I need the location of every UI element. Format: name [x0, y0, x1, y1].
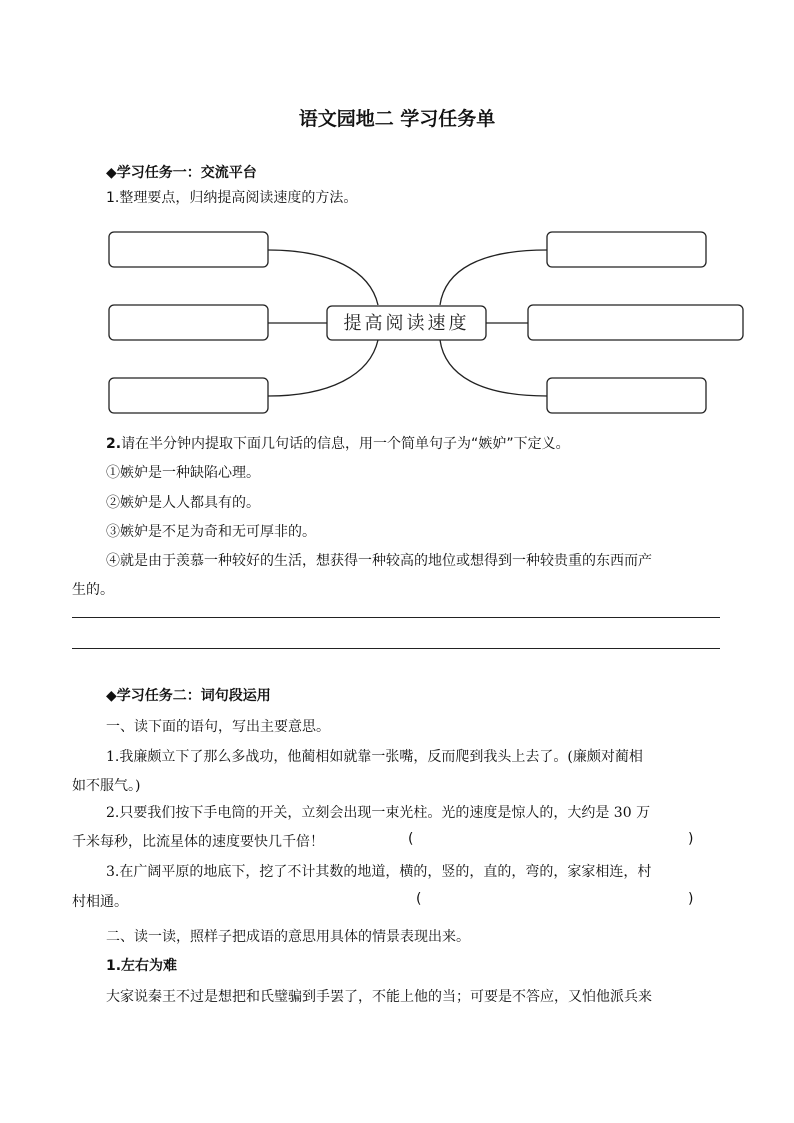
- sentence-3: 3.在广阔平原的地底下，挖了不计其数的地道，横的，竖的，直的，弯的，家家相连，村: [106, 864, 652, 880]
- answer-box-left-3[interactable]: [109, 378, 268, 413]
- idiom-1-text: 大家说秦王不过是想把和氏璧骗到手罢了，不能上他的当；可要是不答应，又怕他派兵来: [106, 989, 652, 1005]
- answer-paren-close: ): [688, 831, 694, 847]
- answer-box-left-1[interactable]: [109, 232, 268, 267]
- answer-paren-open: (: [408, 831, 414, 847]
- task1-heading: ◆学习任务一：交流平台: [106, 165, 257, 181]
- mind-map-connector: [440, 250, 547, 305]
- statement-4: ④就是由于羡慕一种较好的生活，想获得一种较高的地位或想得到一种较贵重的东西而产: [106, 553, 652, 569]
- answer-box-right-3[interactable]: [547, 378, 706, 413]
- sentence-1: 1.我廉颇立下了那么多战功，他蔺相如就靠一张嘴，反而爬到我头上去了。(廉颇对蔺相: [106, 749, 643, 765]
- question-2-text: 请在半分钟内提取下面几句话的信息，用一个简单句子为“嫉妒”下定义。: [121, 436, 570, 452]
- statement-1: ①嫉妒是一种缺陷心理。: [106, 465, 260, 481]
- mind-map: [0, 220, 794, 420]
- question-2-number: 2.: [106, 436, 122, 452]
- statement-3: ③嫉妒是不足为奇和无可厚非的。: [106, 524, 316, 540]
- idiom-1-label: 1.左右为难: [106, 958, 178, 974]
- task2-part-1: 一、读下面的语句，写出主要意思。: [106, 719, 330, 735]
- answer-box-right-2[interactable]: [528, 305, 743, 340]
- task2-part-2: 二、读一读，照样子把成语的意思用具体的情景表现出来。: [106, 929, 470, 945]
- statement-2: ②嫉妒是人人都具有的。: [106, 495, 260, 511]
- mind-map-connector: [440, 340, 547, 396]
- mind-map-connector: [268, 340, 378, 396]
- answer-box-right-1[interactable]: [547, 232, 706, 267]
- sentence-2: 2.只要我们按下手电筒的开关，立刻会出现一束光柱。光的速度是惊人的，大约是 30 万: [106, 805, 651, 821]
- answer-line-2[interactable]: [72, 648, 720, 649]
- sentence-3-continued: 村相通。: [72, 894, 128, 910]
- answer-paren-open: (: [416, 891, 422, 907]
- mind-map-center-label: 提高阅读速度: [343, 313, 470, 334]
- task1-question-1: 1.整理要点，归纳提高阅读速度的方法。: [106, 190, 358, 206]
- mind-map-connector: [268, 250, 378, 305]
- page-title: 语文园地二 学习任务单: [298, 108, 496, 130]
- task1-question-2: [106, 433, 570, 453]
- answer-box-left-2[interactable]: [109, 305, 268, 340]
- answer-line-1[interactable]: [72, 617, 720, 618]
- answer-paren-close: ): [688, 891, 694, 907]
- sentence-2-continued: 千米每秒，比流星体的速度要快几千倍！: [72, 834, 324, 850]
- task2-heading: ◆学习任务二：词句段运用: [106, 688, 271, 704]
- sentence-1-continued: 如不服气。): [72, 778, 141, 794]
- statement-4-continued: 生的。: [72, 582, 114, 598]
